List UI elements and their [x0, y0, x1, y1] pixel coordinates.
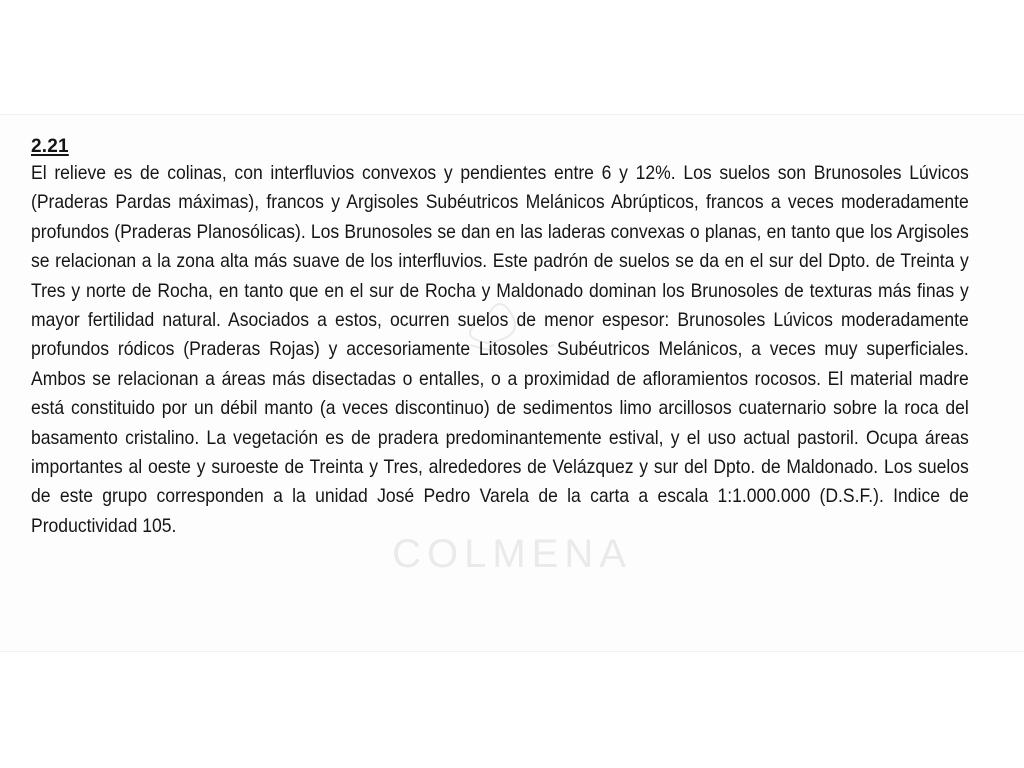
watermark-text: COLMENA [392, 532, 632, 576]
document-panel [0, 114, 1024, 652]
section-number: 2.21 [31, 136, 69, 157]
section-paragraph: El relieve es de colinas, con interfluvios convexos y pendientes entre 6 y 12%. Los suelos son Brunosoles Lúvicos (Praderas Pardas máximas), francos y Argisoles Subéutricos Melánicos Abrúpticos, francos a veces moderadamente profundos (Praderas Planosólicas). Los Brunosoles se dan en las laderas convexas o planas, en tanto que los Argisoles se relacionan a la zona alta más suave de los interfluvios. Este padrón de suelos se da en el sur del Dpto. de Treinta y Tres y norte de Rocha, en tanto que en el sur de Rocha y Maldonado dominan los Brunosoles de texturas más finas y mayor fertilidad natural. Asociados a estos, ocurren suelos de menor espesor: Brunosoles Lúvicos moderadamente profundos ródicos (Praderas Rojas) y accesoriamente Litosoles Subéutricos Melánicos, a veces muy superficiales. Ambos se relacionan a áreas más disectadas o entalles, o a proximidad de afloramientos rocosos. El material madre está constituido por un débil manto (a veces discontinuo) de sedimentos limo arcillosos cuaternario sobre la roca del basamento cristalino. La vegetación es de pradera predominantemente estival, y el uso actual pastoril. Ocupa áreas importantes al oeste y suroeste de Treinta y Tres, alrededores de Velázquez y sur del Dpto. de Maldonado. Los suelos de este grupo corresponden a la unidad José Pedro Varela de la carta a escala 1:1.000.000 (D.S.F.). Indice de Productividad 105. [31, 162, 969, 537]
section-content [31, 135, 969, 541]
